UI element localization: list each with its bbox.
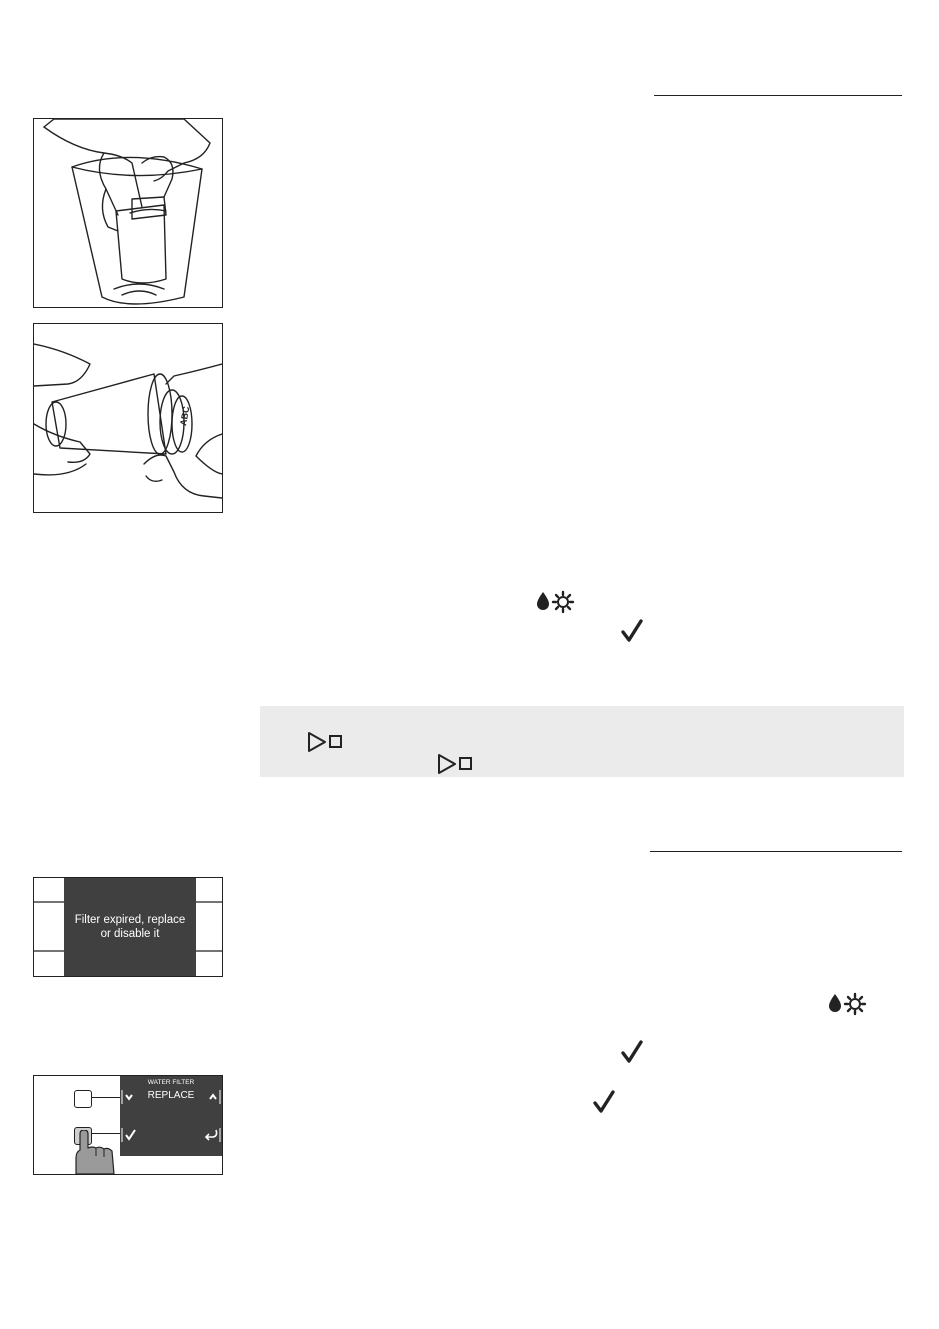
display-message <box>64 913 196 941</box>
water-filter-settings-icon <box>534 590 578 614</box>
note-box <box>260 706 904 777</box>
filter-insert-illustration <box>33 118 223 308</box>
pressing-finger-icon <box>70 1130 122 1174</box>
checkmark-icon <box>621 1040 643 1064</box>
start-stop-icon <box>436 753 474 775</box>
section-header-rule-2 <box>650 851 902 852</box>
display-value: REPLACE <box>147 1090 195 1101</box>
chevron-down-icon <box>126 1095 132 1099</box>
display-message-line-1: Filter expired, replace <box>74 914 186 926</box>
upper-button-leader <box>92 1097 120 1098</box>
checkmark-icon <box>593 1090 615 1114</box>
filter-date-ring-drawing <box>34 324 222 512</box>
display-message-line-2: or disable it <box>100 928 160 940</box>
display-icons <box>120 1076 222 1156</box>
date-ring-letters: ABC <box>178 405 192 427</box>
back-arrow-icon <box>206 1130 217 1140</box>
start-stop-icon <box>306 731 344 753</box>
display-filter-expired <box>33 877 223 977</box>
chevron-up-icon <box>210 1095 216 1099</box>
section-header-rule-1 <box>654 95 902 96</box>
water-filter-settings-icon <box>826 992 870 1016</box>
display-title: WATER FILTER <box>147 1079 195 1086</box>
filter-date-ring-illustration <box>33 323 223 513</box>
checkmark-icon <box>126 1130 135 1139</box>
checkmark-icon <box>621 619 643 643</box>
filter-insert-drawing <box>34 119 222 307</box>
upper-side-button[interactable] <box>74 1090 92 1108</box>
display-water-filter-replace <box>33 1075 223 1175</box>
